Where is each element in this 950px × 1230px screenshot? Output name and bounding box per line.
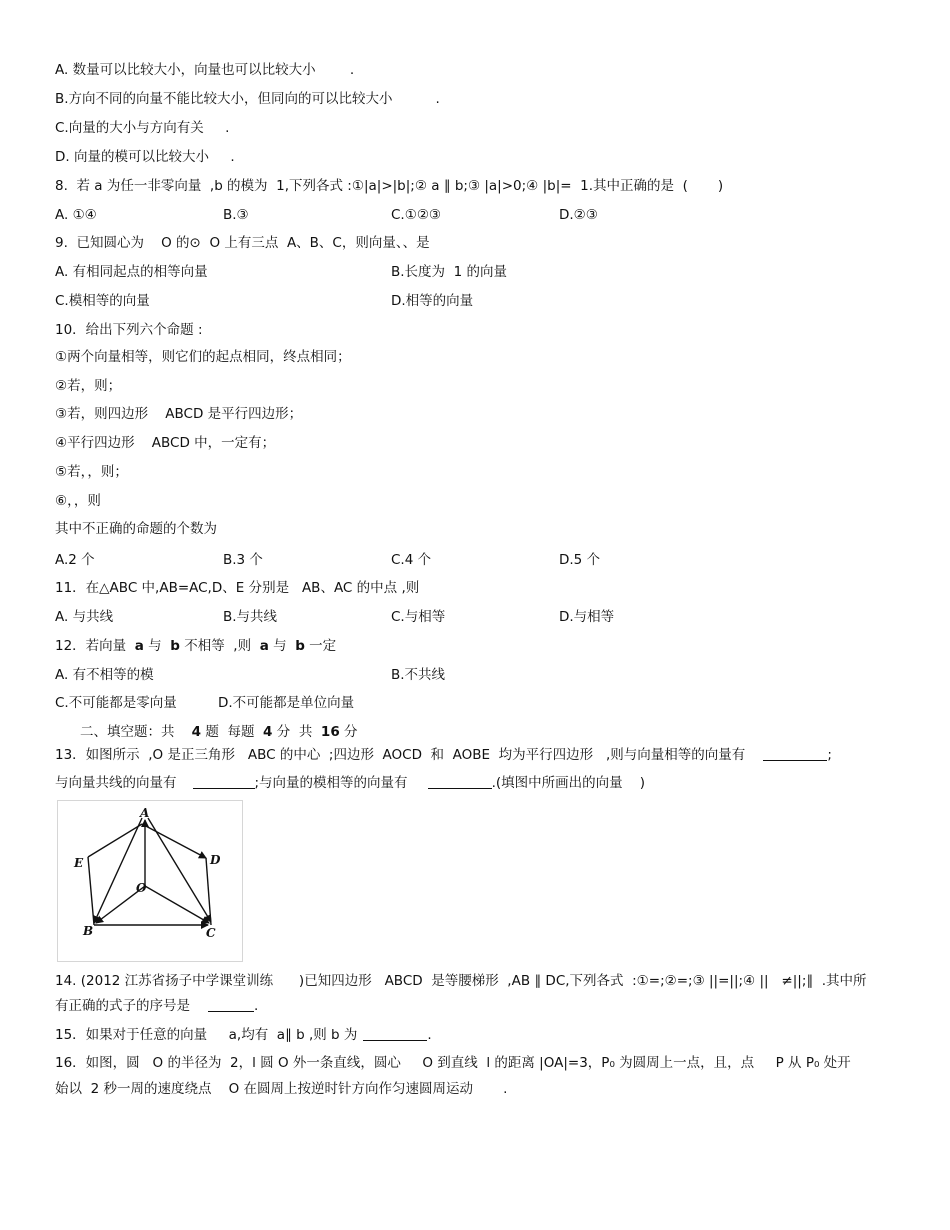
q10-option-d: D.5 个	[559, 552, 601, 568]
q10-question: 其中不正确的命题的个数为	[55, 521, 217, 537]
q10-proposition-6: ⑥，，则	[55, 493, 101, 509]
q10-proposition-4: ④平行四边形 ABCD 中，一定有；	[55, 435, 276, 451]
label-O: O	[136, 881, 147, 895]
q10-proposition-5: ⑤若，，则；	[55, 464, 128, 480]
q7-option-a: A. 数量可以比较大小，向量也可以比较大小 .	[55, 62, 355, 78]
vector-AD	[142, 824, 206, 858]
q9-option-d: D.相等的向量	[391, 293, 474, 309]
question-13-line-1: 13．如图所示 ,O 是正三角形 ABC 的中心 ;四边形 AOCD 和 AOBE 均为平行四边形 ,则与向量相等的向量有 ;	[55, 747, 832, 763]
q12-option-d: D.不可能都是单位向量	[218, 695, 355, 711]
question-11: 11．在△ABC 中,AB=AC,D、E 分别是 AB、AC 的中点 ,则	[55, 580, 420, 596]
q9-option-a: A. 有相同起点的相等向量	[55, 264, 208, 280]
q14-blank[interactable]	[208, 997, 254, 1012]
question-9: 9. 已知圆心为 O 的⊙ O 上有三点 A、B、C，则向量、、是	[55, 235, 430, 251]
q10-option-c: C.4 个	[391, 552, 432, 568]
q13-blank-2[interactable]	[193, 774, 255, 789]
q10-proposition-2: ②若，则；	[55, 378, 122, 394]
question-16-line-2: 始以 2 秒一周的速度绕点 O 在圆周上按逆时针方向作匀速圆周运动 .	[55, 1081, 508, 1097]
section-2-heading: 二、填空题：共 4 题 每题 4 分 共 16 分	[80, 724, 358, 740]
label-E: E	[74, 856, 84, 870]
q12-option-c: C.不可能都是零向量	[55, 695, 177, 711]
q7-option-d: D. 向量的模可以比较大小 .	[55, 149, 235, 165]
question-12: 12．若向量 a 与 b 不相等 ,则 a 与 b 一定	[55, 638, 337, 654]
q11-option-d: D.与相等	[559, 609, 615, 625]
question-8: 8. 若 a 为任一非零向量 ,b 的模为 1,下列各式 :①|a|>|b|;② a ∥ b;③ |a|>0;④ |b|= 1.其中正确的是 ( )	[55, 178, 724, 194]
q7-option-c: C.向量的大小与方向有关 .	[55, 120, 230, 136]
question-14-line-2: 有正确的式子的序号是 .	[55, 998, 259, 1014]
q13-vector-diagram	[58, 801, 242, 961]
label-C: C	[206, 926, 216, 940]
q8-option-a: A. ①④	[55, 207, 97, 223]
q7-option-b: B.方向不同的向量不能比较大小，但同向的可以比较大小 .	[55, 91, 440, 107]
label-D: D	[210, 853, 221, 867]
q11-option-a: A. 与共线	[55, 609, 114, 625]
question-16-line-1: 16．如图，圆 O 的半径为 2，l 圆 O 外一条直线，圆心 O 到直线 l 的距离 |OA|=3，P₀ 为圆周上一点，且，点 P 从 P₀ 处开	[55, 1055, 851, 1071]
q10-option-a: A.2 个	[55, 552, 95, 568]
q10-option-b: B.3 个	[223, 552, 263, 568]
question-10: 10．给出下列六个命题 :	[55, 322, 203, 338]
q8-option-c: C.①②③	[391, 207, 442, 223]
q9-option-b: B.长度为 1 的向量	[391, 264, 508, 280]
label-B: B	[83, 924, 94, 938]
q10-proposition-1: ①两个向量相等，则它们的起点相同，终点相同；	[55, 349, 351, 365]
segment-EA	[88, 824, 142, 857]
question-15: 15．如果对于任意的向量 a,均有 a∥ b ,则 b 为 .	[55, 1027, 432, 1043]
q10-proposition-3: ③若，则四边形 ABCD 是平行四边形；	[55, 406, 303, 422]
q13-figure	[57, 800, 243, 962]
q12-option-a: A. 有不相等的模	[55, 667, 154, 683]
q11-option-b: B.与共线	[223, 609, 278, 625]
vector-OC	[145, 886, 209, 923]
question-13-line-2: 与向量共线的向量有 ;与向量的模相等的向量有 .(填图中所画出的向量 )	[55, 775, 646, 791]
q13-blank-3[interactable]	[428, 774, 492, 789]
q8-option-d: D.②③	[559, 207, 598, 223]
segment-EB	[88, 857, 94, 925]
q9-option-c: C.模相等的向量	[55, 293, 150, 309]
q15-blank[interactable]	[363, 1026, 427, 1041]
q8-option-b: B.③	[223, 207, 249, 223]
q12-option-b: B.不共线	[391, 667, 446, 683]
q11-option-c: C.与相等	[391, 609, 446, 625]
q13-blank-1[interactable]	[763, 746, 827, 761]
question-14-line-1: 14. (2012 江苏省扬子中学课堂训练 )已知四边形 ABCD 是等腰梯形 ,AB ∥ DC,下列各式 :①=;②=;③ ||=||;④ || ≠||;∥ .其中所	[55, 973, 867, 989]
label-A: A	[140, 806, 150, 820]
